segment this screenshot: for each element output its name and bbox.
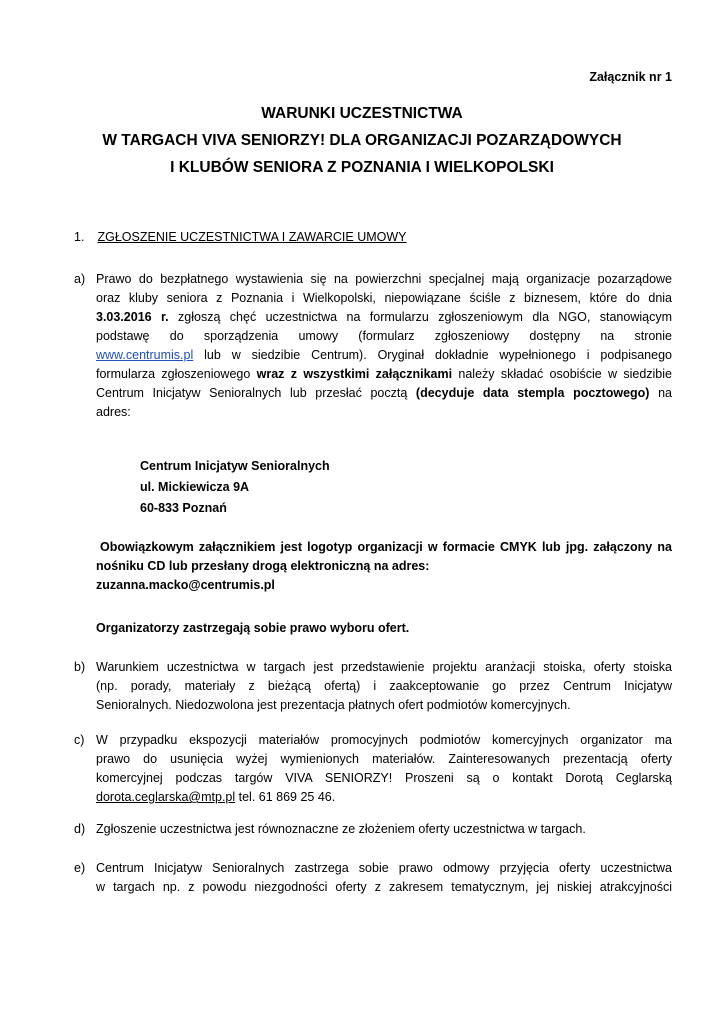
address-street: ul. Mickiewicza 9A <box>140 480 250 494</box>
item-e <box>74 859 672 897</box>
item-a-line <box>96 346 672 365</box>
item-b <box>74 658 672 715</box>
item-c-line: prawo do usunięcia wyżej wymienionych materiałów. Zainteresowanych prezentacją oferty <box>96 752 672 766</box>
item-e-line: w targach np. z powodu niezgodności oferty z zakresem tematycznym, jej niskiej atrakcyjności <box>96 880 672 894</box>
item-a-label: a) <box>74 272 86 286</box>
centrumis-link[interactable]: www.centrumis.pl <box>96 348 194 362</box>
item-a-line <box>96 308 672 327</box>
item-a-line: podstawę do sporządzenia umowy (formularz zgłoszeniowy dostępny na stronie <box>96 329 672 343</box>
title-line-2: W TARGACH VIVA SENIORZY! DLA ORGANIZACJI POZARZĄDOWYCH <box>102 132 622 149</box>
deadline-date: 3.03.2016 r. <box>96 310 169 324</box>
item-a-text <box>96 270 672 422</box>
item-c-label: c) <box>74 733 85 747</box>
item-c <box>74 731 672 807</box>
title-line-1: WARUNKI UCZESTNICTWA <box>261 105 463 122</box>
item-c-line <box>96 788 672 807</box>
mandatory-line: Obowiązkowym załącznikiem jest logotyp organizacji w formacie CMYK lub jpg. załączony na <box>100 540 672 554</box>
item-d-label: d) <box>74 822 86 836</box>
title-line-3: I KLUBÓW SENIORA Z POZNANIA I WIELKOPOLSKI <box>170 159 554 176</box>
mandatory-attachment-note <box>96 538 672 595</box>
item-a-line: adres: <box>96 405 131 419</box>
postmark-emphasis: (decyduje data stempla pocztowego) <box>415 386 650 400</box>
item-a <box>74 270 672 422</box>
item-a-text-part: na <box>649 386 672 400</box>
item-c-text <box>96 731 672 807</box>
item-a-text-part: należy składać osobiście w siedzibie <box>452 367 672 381</box>
item-e-line: Centrum Inicjatyw Senioralnych zastrzega sobie prawo odmowy przyjęcia oferty uczestnictwa <box>96 861 672 875</box>
item-d-line: Zgłoszenie uczestnictwa jest równoznaczne ze złożeniem oferty uczestnictwa w targach. <box>96 822 586 836</box>
item-b-line: Warunkiem uczestnictwa w targach jest przedstawienie projektu aranżacji stoiska, oferty stoiska <box>96 660 672 674</box>
document-title <box>0 100 724 181</box>
item-b-line: (np. porady, materiały z bieżącą ofertą) i zaakceptowanie go przez Centrum Inicjatyw <box>96 679 672 693</box>
item-a-line: oraz kluby seniora z Poznania i Wielkopolski, niepowiązane ściśle z biznesem, które do dnia <box>96 291 672 305</box>
item-c-line: W przypadku ekspozycji materiałów promocyjnych podmiotów komercyjnych organizator ma <box>96 733 672 747</box>
address-city: 60-833 Poznań <box>140 501 227 515</box>
item-a-text-part: Centrum Inicjatyw Senioralnych lub przesłać pocztą <box>96 386 416 400</box>
item-c-text-part: tel. 61 869 25 46. <box>235 790 336 804</box>
postal-address <box>140 456 330 519</box>
organizers-note: Organizatorzy zastrzegają sobie prawo wyboru ofert. <box>96 621 410 635</box>
section-number: 1. <box>74 230 85 244</box>
item-a-text-part: lub w siedzibie Centrum). Oryginał dokładnie wypełnionego i podpisanego <box>193 348 672 362</box>
attachments-emphasis: wraz z wszystkimi załącznikami <box>256 367 453 381</box>
item-a-text-part: formularza zgłoszeniowego <box>96 367 257 381</box>
item-a-line <box>96 365 672 384</box>
section-title: ZGŁOSZENIE UCZESTNICTWA I ZAWARCIE UMOWY <box>97 230 407 244</box>
section-heading <box>74 230 407 244</box>
item-e-label: e) <box>74 861 86 875</box>
item-d <box>74 820 672 839</box>
item-e-text <box>96 859 672 897</box>
item-b-label: b) <box>74 660 86 674</box>
mandatory-line: nośniku CD lub przesłany drogą elektroniczną na adres: <box>96 559 430 573</box>
item-a-text-part: zgłoszą chęć uczestnictwa na formularzu zgłoszeniowym dla NGO, stanowiącym <box>168 310 672 324</box>
address-name: Centrum Inicjatyw Senioralnych <box>140 459 330 473</box>
item-a-line <box>96 384 672 403</box>
item-a-line: Prawo do bezpłatnego wystawienia się na powierzchni specjalnej mają organizacje pozarządowe <box>96 272 672 286</box>
ceglarska-email-link[interactable]: dorota.ceglarska@mtp.pl <box>96 790 236 804</box>
item-b-line: Senioralnych. Niedozwolona jest prezentacja płatnych ofert podmiotów komercyjnych. <box>96 698 571 712</box>
attachment-number: Załącznik nr 1 <box>589 70 672 84</box>
item-d-text <box>96 820 672 839</box>
contact-email: zuzanna.macko@centrumis.pl <box>96 578 275 592</box>
item-c-line: komercyjnej podczas targów VIVA SENIORZY! Proszeni są o kontakt Dorotą Ceglarską <box>96 771 672 785</box>
item-b-text <box>96 658 672 715</box>
